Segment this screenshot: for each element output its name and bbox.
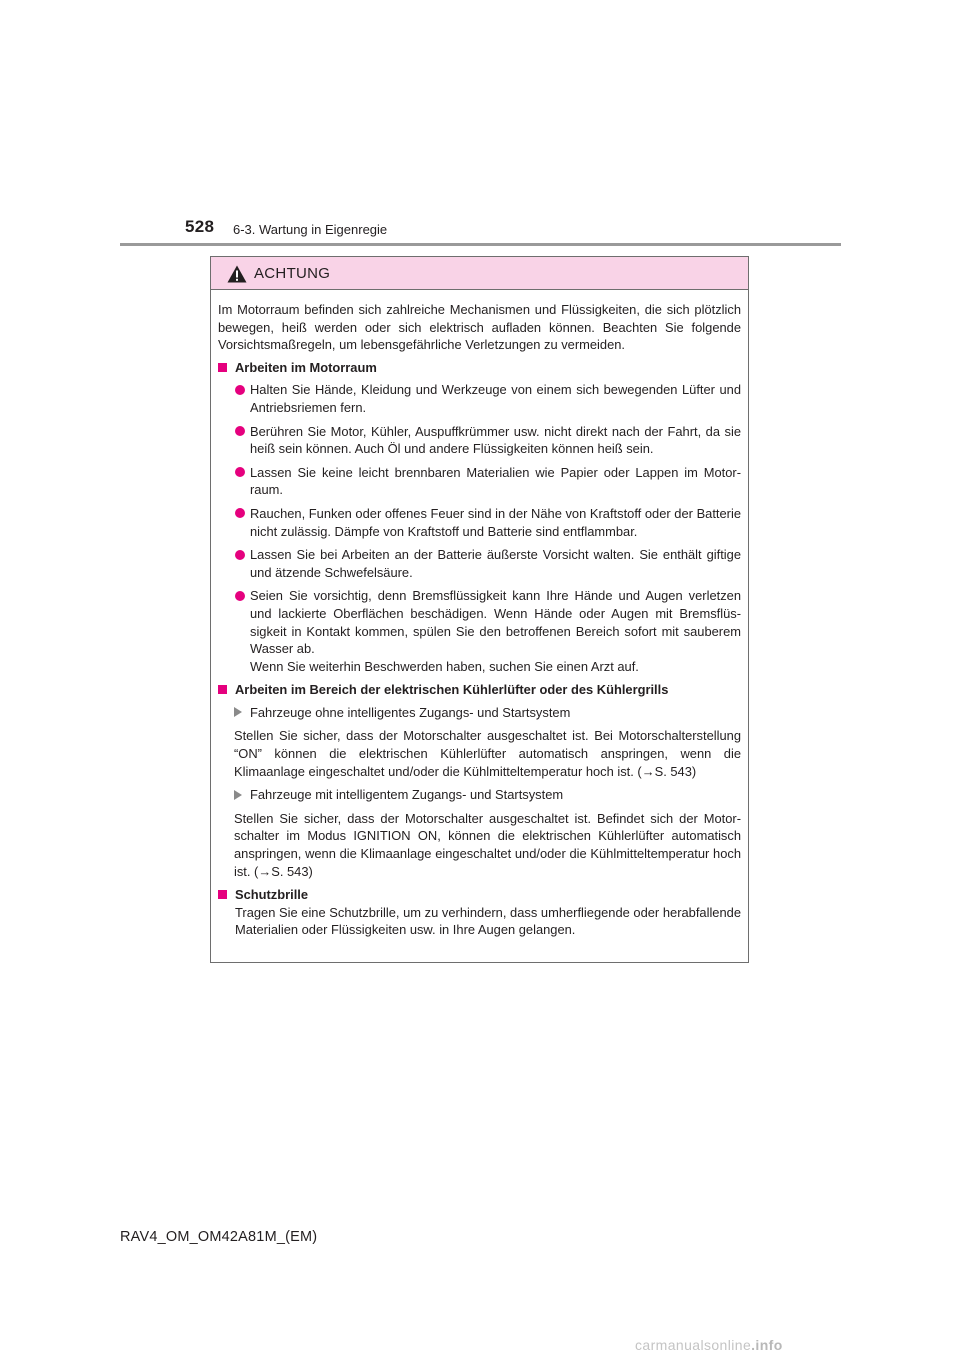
warning-header xyxy=(211,257,748,290)
round-bullet-icon xyxy=(235,550,245,560)
condition-text: Fahrzeuge mit intelligentem Zugangs- und Startsystem xyxy=(250,787,564,803)
warning-triangle-icon xyxy=(227,265,247,283)
list-item-text: Rauchen, Funken oder offenes Feuer sind in der Nähe von Kraftstoff oder der Batterie nicht zulässig. Dämpfe von Kraftstoff und Batterie sind entflammbar. xyxy=(250,505,741,539)
round-bullet-icon xyxy=(235,591,245,601)
section-heading-label: Arbeiten im Motorraum xyxy=(235,359,377,375)
arrow-right-icon xyxy=(234,707,242,717)
condition-text: Fahrzeuge ohne intelligentes Zugangs- und Startsystem xyxy=(250,704,571,720)
section-heading-label: Schutzbrille xyxy=(235,887,309,903)
condition-line xyxy=(218,704,741,722)
header-rule xyxy=(120,243,841,246)
section-title: 6-3. Wartung in Eigenregie xyxy=(233,222,388,237)
list-item-text: Berühren Sie Motor, Kühler, Auspuffkrümmer usw. nicht direkt nach der Fahrt, da sie heiß sein können. Auch Öl und andere Flüssigkeiten können heiß sein. xyxy=(250,423,741,457)
square-bullet-icon xyxy=(218,685,227,694)
page-number: 528 xyxy=(185,217,215,236)
condition-line xyxy=(218,786,741,804)
section-heading-radiator-fans xyxy=(218,681,741,699)
list-item xyxy=(234,381,741,416)
paragraph: Stellen Sie sicher, dass der Motorschalter ausgeschaltet ist. Befindet sich der Motorschalter im Modus IGNITION ON, können die elektrischen Kühlerlüfter automatisch anspringen, wenn die Klimaanlage eingeschaltet und/oder die Kühlmitteltemperatur hoch ist. (→S. 543) xyxy=(234,810,741,879)
footer-doc-code: RAV4_OM_OM42A81M_(EM) xyxy=(120,1229,318,1245)
bullet-list xyxy=(234,381,741,675)
round-bullet-icon xyxy=(235,467,245,477)
list-item-text: Lassen Sie bei Arbeiten an der Batterie äußerste Vorsicht walten. Sie enthält giftige und ätzende Schwefelsäure. xyxy=(250,547,741,580)
round-bullet-icon xyxy=(235,508,245,518)
round-bullet-icon xyxy=(235,426,245,436)
section-heading-safety-goggles xyxy=(218,886,741,939)
list-item-text-extra: Wenn Sie weiterhin Beschwerden haben, suchen Sie einen Arzt auf. xyxy=(250,658,639,674)
section-text: Tragen Sie eine Schutzbrille, um zu verhindern, dass umherfliegende oder herabfallende Materialien oder Flüssigkeiten usw. in Ihre Augen gelangen. xyxy=(235,904,741,938)
watermark xyxy=(635,1337,783,1353)
square-bullet-icon xyxy=(218,363,227,372)
paragraph: Stellen Sie sicher, dass der Motorschalter ausgeschaltet ist. Bei Motorschalterstellung “ON” können die elektrischen Kühlerlüfter automatisch anspringen, wenn die Klimaanlage eingeschaltet und/oder die Kühlmitteltemperatur hoch ist. (→S. 543) xyxy=(234,728,741,779)
warning-intro: Im Motorraum befinden sich zahlreiche Mechanismen und Flüssigkeiten, die sich plötzlich bewegen, heiß werden oder sich elektrisch aufladen können. Beachten Sie folgende Vorsichtsmaßregeln, um lebensgefährliche Verletzungen zu vermeiden. xyxy=(218,302,741,353)
watermark-prefix: carmanualsonline xyxy=(635,1337,752,1353)
warning-title: ACHTUNG xyxy=(254,265,331,282)
watermark-suffix: .info xyxy=(751,1337,783,1353)
arrow-right-icon xyxy=(234,790,242,800)
list-item-text: Lassen Sie keine leicht brennbaren Materialien wie Papier oder Lappen im Motorraum. xyxy=(250,464,741,498)
list-item-text: Halten Sie Hände, Kleidung und Werkzeuge von einem sich bewegenden Lüfter und Antriebsriemen fern. xyxy=(250,382,741,415)
list-item xyxy=(234,587,741,675)
warning-box xyxy=(210,256,749,963)
list-item xyxy=(234,505,741,540)
warning-body xyxy=(211,290,748,939)
round-bullet-icon xyxy=(235,385,245,395)
section-heading-label: Arbeiten im Bereich der elektrischen Kühlerlüfter oder des Kühlergrills xyxy=(235,682,669,698)
list-item-text: Seien Sie vorsichtig, denn Bremsflüssigkeit kann Ihre Hände und Augen verletzen und lackierte Oberflächen beschädigen. Wenn Hände oder Augen mit Bremsflüssigkeit in Kontakt kommen, spülen Sie den betroffenen Bereich sofort mit sauberem Wasser ab. xyxy=(250,588,741,657)
section-heading-engine-compartment xyxy=(218,359,741,377)
square-bullet-icon xyxy=(218,890,227,899)
list-item xyxy=(234,546,741,581)
list-item xyxy=(234,464,741,499)
list-item xyxy=(234,423,741,458)
